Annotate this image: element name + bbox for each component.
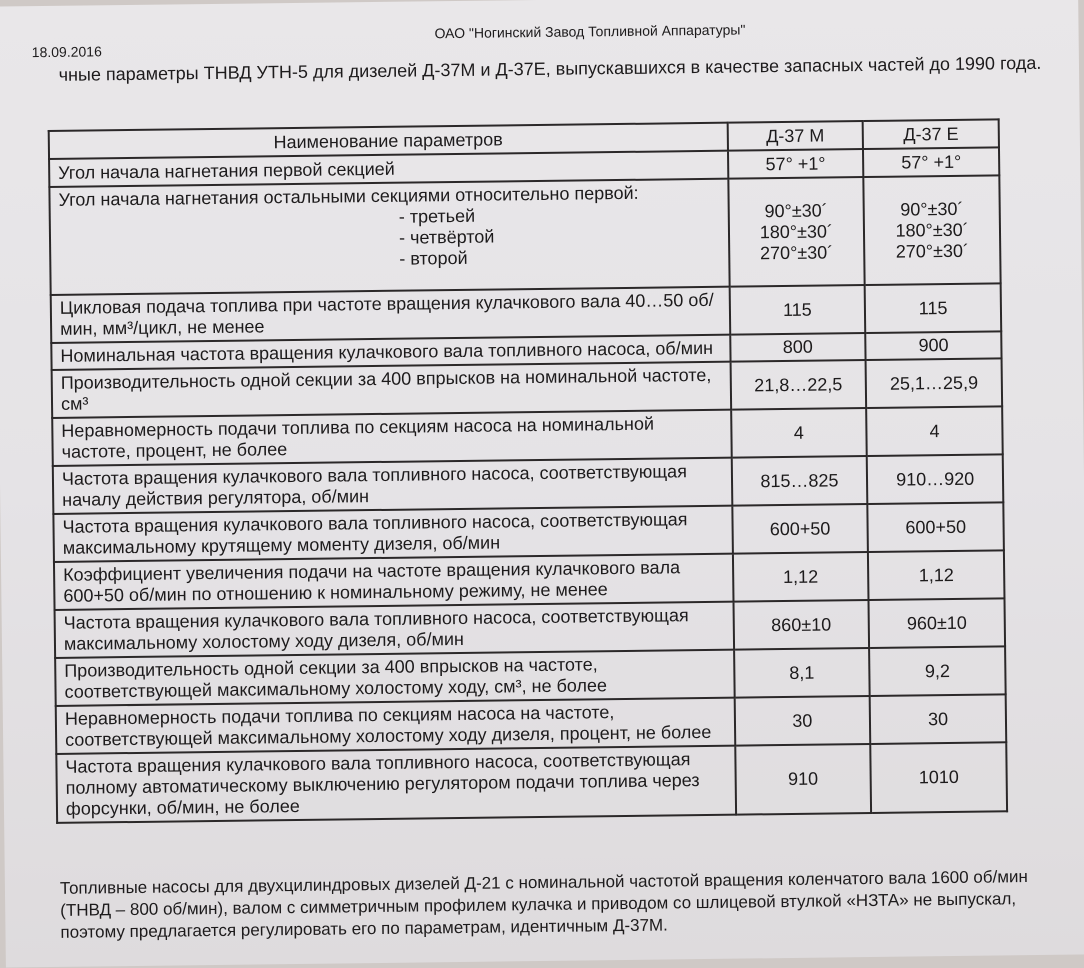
- row-name: Угол начала нагнетания первой секцией: [49, 151, 728, 187]
- row-name: Коэффициент увеличения подачи на частоте вращения кулачкового вала 600+50 об/мин по отношению к номинальному режиму, не менее: [54, 554, 733, 610]
- cell-d37e: [864, 175, 1001, 285]
- cell-d37e: 9,2: [869, 646, 1005, 696]
- cell-d37e: 57° +1°: [863, 147, 999, 177]
- cell-d37e: 900: [865, 331, 1001, 360]
- angle-value: 270°±30´: [895, 240, 970, 262]
- row-name: Неравномерность подачи топлива по секциям насоса на частоте, соответствующей максимальному холостому ходу дизеля, процент, не более: [56, 698, 735, 754]
- sub-item: - четвёртой: [398, 226, 495, 248]
- angle-value: 180°±30´: [759, 220, 834, 242]
- cell-d37m: 4: [731, 408, 867, 458]
- angle-value: 90°±30´: [900, 198, 964, 220]
- cell-d37m: 8,1: [734, 648, 870, 698]
- cell-d37e: 4: [866, 406, 1002, 456]
- row-name: Производительность одной секции за 400 впрысков на номинальной частоте, см³: [52, 362, 731, 418]
- row-name: Частота вращения кулачкового вала топливного насоса, соответствующая началу действия регулятора, об/мин: [53, 458, 732, 514]
- row-name: [49, 179, 729, 295]
- row-name: Производительность одной секции за 400 впрысков на частоте, соответствующей максимальному холостому ходу, см³, не более: [55, 650, 734, 706]
- header-d37e: Д-37 Е: [863, 119, 999, 149]
- footer-note: Топливные насосы для двухцилиндровых дизелей Д-21 с номинальной частотой вращения коленчатого вала 1600 об/мин (ТНВД – 800 об/мин), валом с симметричным профилем кулачка и приводом со шлицевой втулкой «НЗТА» не выпускал, поэтому предлагается регулировать его по параметрам, идентичным Д-37М.: [59, 867, 1028, 942]
- table-row: [49, 175, 1000, 295]
- cell-d37e: 30: [870, 694, 1006, 744]
- header-d37m: Д-37 М: [727, 121, 863, 151]
- angle-value: 90°±30´: [764, 199, 828, 221]
- document-title: чные параметры ТНВД УТН-5 для дизелей Д-37М и Д-37Е, выпускавшихся в качестве запасных частей до 1990 года.: [58, 52, 1042, 85]
- parameters-table: [48, 118, 1008, 824]
- cell-d37e: 115: [865, 283, 1001, 333]
- cell-d37m: 815…825: [731, 456, 867, 506]
- document-date: 18.09.2016: [31, 43, 102, 61]
- cell-d37m: [728, 177, 865, 287]
- cell-d37e: 600+50: [868, 502, 1004, 552]
- angle-value: 180°±30´: [895, 219, 969, 241]
- row-name: Цикловая подача топлива при частоте вращения кулачкового вала 40…50 об/мин, мм³/цикл, не менее: [51, 287, 730, 343]
- row-name-text: Угол начала нагнетания остальными секциями относительно первой:: [58, 182, 639, 210]
- table-row: [56, 742, 1007, 823]
- row-name: Неравномерность подачи топлива по секциям насоса на номинальной частоте, процент, не более: [52, 410, 731, 466]
- row-name: Частота вращения кулачкового вала топливного насоса, соответствующая максимальному крутящему моменту дизеля, об/мин: [53, 506, 732, 562]
- cell-d37e: 910…920: [867, 454, 1003, 504]
- cell-d37m: 1,12: [732, 552, 868, 602]
- angle-value: 270°±30´: [759, 241, 834, 263]
- sub-item: - второй: [399, 247, 468, 269]
- cell-d37e: 1010: [871, 742, 1008, 813]
- row-name: Частота вращения кулачкового вала топливного насоса, соответствующая максимальному холостому ходу дизеля, об/мин: [55, 602, 734, 658]
- cell-d37m: 860±10: [733, 600, 869, 650]
- row-name: Частота вращения кулачкового вала топливного насоса, соответствующая полному автоматическому выключению регулятором подачи топлива через форсунки, об/мин, не более: [56, 746, 735, 823]
- cell-d37m: 115: [729, 285, 865, 335]
- cell-d37m: 910: [735, 744, 872, 815]
- sub-item: - третьей: [398, 205, 476, 227]
- row-name: Номинальная частота вращения кулачкового вала топливного насоса, об/мин: [51, 335, 730, 370]
- organization-name: ОАО "Ногинский Завод Топливной Аппаратуры": [434, 21, 746, 42]
- cell-d37m: 30: [734, 696, 870, 746]
- header-parameter-name: Наименование параметров: [49, 123, 728, 159]
- cell-d37e: 960±10: [869, 598, 1005, 648]
- cell-d37m: 57° +1°: [728, 149, 864, 179]
- cell-d37e: 1,12: [868, 550, 1004, 600]
- cell-d37m: 800: [730, 333, 866, 362]
- cell-d37e: 25,1…25,9: [866, 358, 1002, 408]
- cell-d37m: 600+50: [732, 504, 868, 554]
- cell-d37m: 21,8…22,5: [730, 360, 866, 410]
